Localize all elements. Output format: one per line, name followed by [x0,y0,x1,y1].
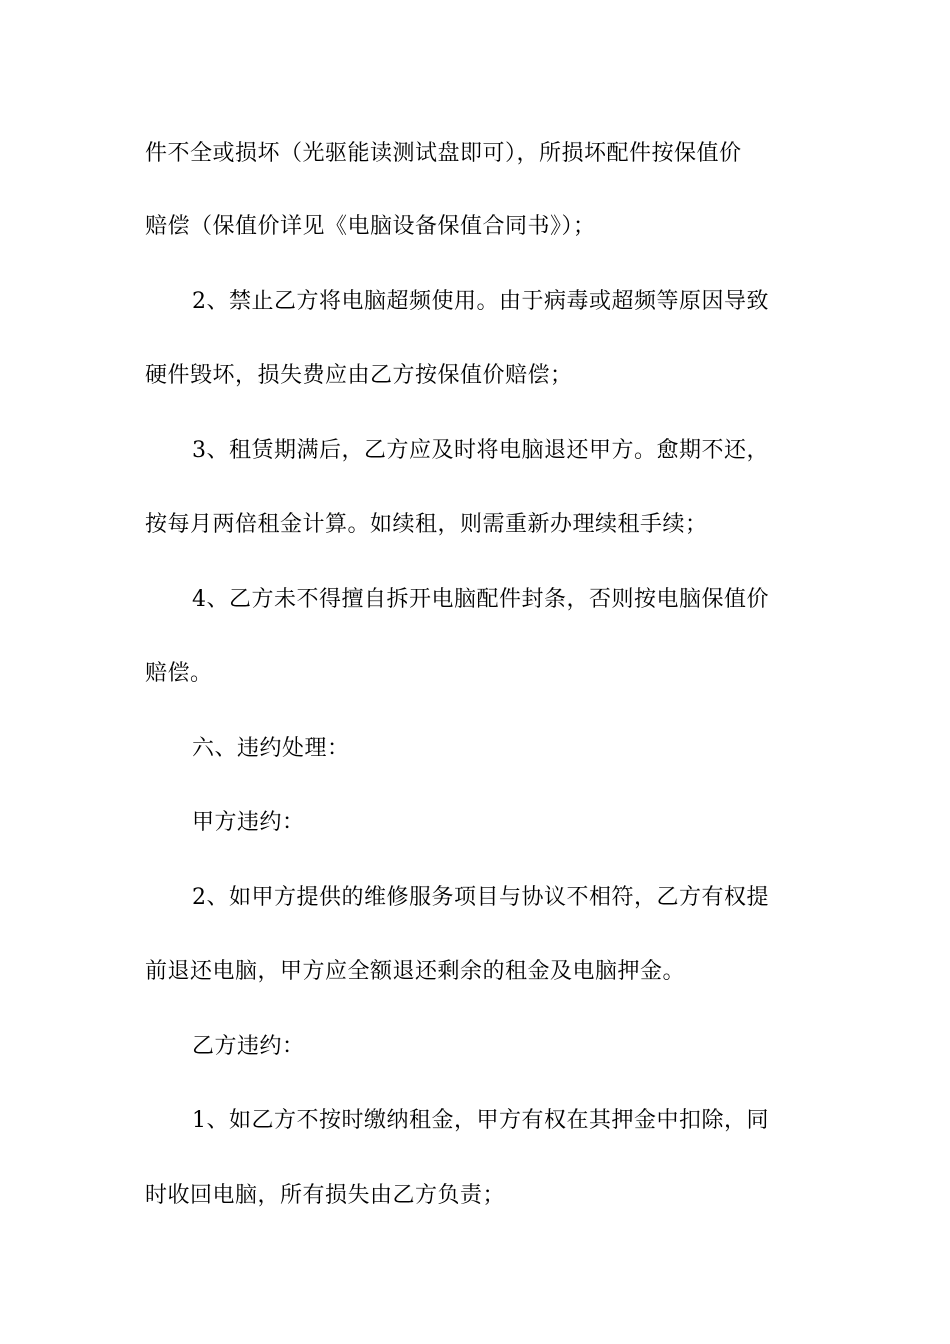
text-line: 按每月两倍租金计算。如续租，则需重新办理续租手续； [145,512,708,537]
text-line: 时收回电脑，所有损失由乙方负责； [145,1183,506,1208]
subsection-heading: 乙方违约： [192,1034,305,1059]
text-line: 2、禁止乙方将电脑超频使用。由于病毒或超频等原因导致 [192,289,769,314]
text-line: 硬件毁坏，损失费应由乙方按保值价赔偿； [145,363,573,388]
text-line: 赔偿（保值价详见《电脑设备保值合同书》）； [145,214,596,239]
text-line: 1、如乙方不按时缴纳租金，甲方有权在其押金中扣除，同 [192,1108,769,1133]
text-line: 前退还电脑，甲方应全额退还剩余的租金及电脑押金。 [145,959,686,984]
section-heading: 六、违约处理： [192,736,350,761]
text-line: 件不全或损坏（光驱能读测试盘即可），所损坏配件按保值价 [145,141,742,166]
text-line: 3、租赁期满后，乙方应及时将电脑退还甲方。愈期不还， [192,438,769,463]
subsection-heading: 甲方违约： [192,810,305,835]
text-line: 2、如甲方提供的维修服务项目与协议不相符，乙方有权提 [192,885,769,910]
text-line: 赔偿。 [145,661,213,686]
text-line: 4、乙方未不得擅自拆开电脑配件封条，否则按电脑保值价 [192,587,769,612]
